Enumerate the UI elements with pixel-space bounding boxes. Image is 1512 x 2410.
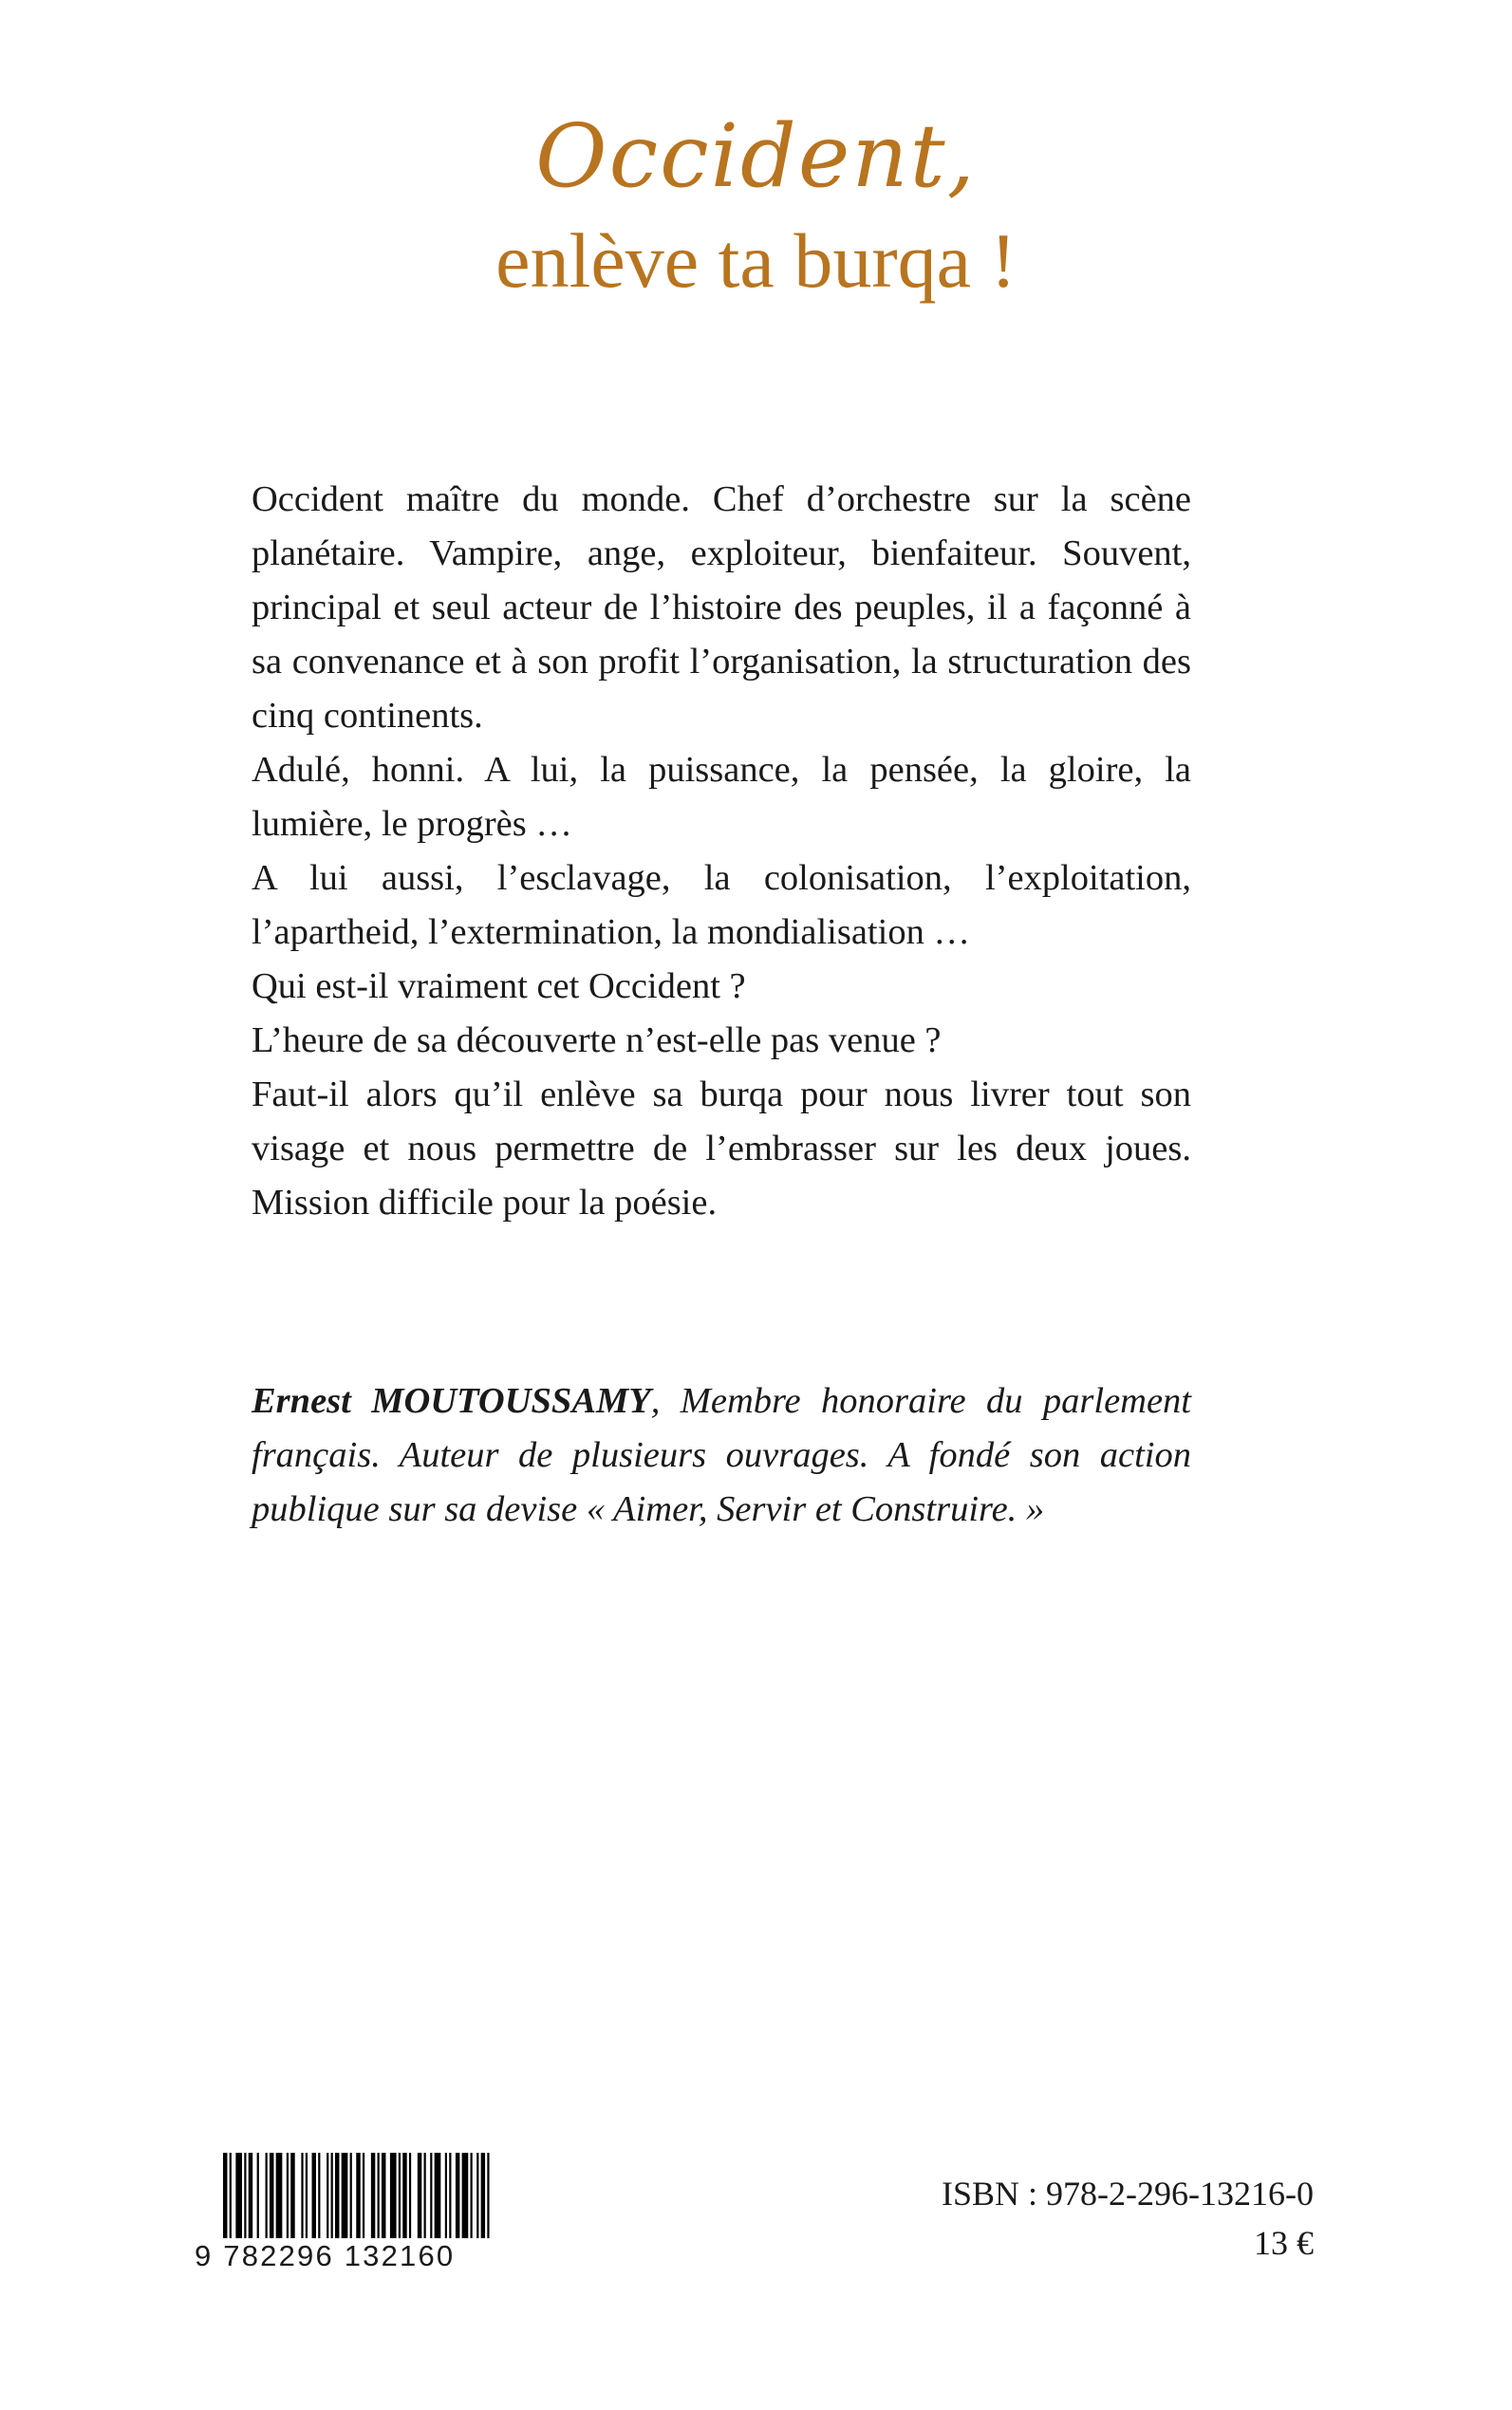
barcode-bar (418, 2153, 421, 2238)
description-paragraph: A lui aussi, l’esclavage, la colonisation, l’exploitation, l’apartheid, l’extermination, la mondialisation … (252, 858, 1191, 952)
isbn-price-block (942, 2169, 1314, 2268)
barcode-bar (331, 2153, 333, 2238)
barcode-bar (487, 2153, 489, 2238)
barcode-bar (445, 2153, 447, 2238)
barcode-bar (244, 2153, 246, 2238)
barcode (195, 2153, 508, 2274)
barcode-bar (476, 2153, 478, 2238)
barcode-bar (449, 2153, 451, 2238)
barcode-bar (318, 2153, 320, 2238)
barcode-bar (306, 2153, 308, 2238)
barcode-bar (312, 2153, 316, 2238)
barcode-bar (301, 2153, 303, 2238)
barcode-bar (456, 2153, 459, 2238)
description-paragraph: Qui est-il vraiment cet Occident ? (252, 966, 746, 1006)
barcode-bar (390, 2153, 397, 2238)
barcode-bar (270, 2153, 273, 2238)
barcode-bar (356, 2153, 360, 2238)
barcode-bar (266, 2153, 268, 2238)
description-paragraph: L’heure de sa découverte n’est-elle pas venue ? (252, 1020, 942, 1060)
barcode-bar (430, 2153, 432, 2238)
barcode-bar (424, 2153, 426, 2238)
barcode-bar (249, 2153, 252, 2238)
barcode-bar (223, 2153, 227, 2238)
barcode-bar (378, 2153, 380, 2238)
barcode-bar (382, 2153, 385, 2238)
description-paragraph: Faut-il alors qu’il enlève sa burqa pour nous livrer tout son visage et nous permettre de l’embrasser sur les deux joues. Mission difficile pour la poésie. (252, 1074, 1191, 1223)
description-text (252, 473, 1191, 1230)
description-paragraph: Occident maître du monde. Chef d’orchestre sur la scène planétaire. Vampire, ange, exploiteur, bienfaiteur. Souvent, principal et seul acteur de l’histoire des peuples, il a façonné à sa convenance et à son profit l’organisation, la structuration des cinq continents. (252, 479, 1191, 736)
title-line-1: Occident, (535, 105, 977, 207)
barcode-bar (327, 2153, 328, 2238)
barcode-bar (363, 2153, 364, 2238)
author-bio (252, 1374, 1191, 1537)
isbn-number: ISBN : 978-2-296-13216-0 (942, 2175, 1314, 2213)
barcode-bar (257, 2153, 259, 2238)
barcode-bar (471, 2153, 473, 2238)
barcode-bar (435, 2153, 441, 2238)
barcode-bar (481, 2153, 485, 2238)
barcode-bar (342, 2153, 348, 2238)
barcode-bar (409, 2153, 411, 2238)
barcode-bar (371, 2153, 375, 2238)
price: 13 € (1254, 2224, 1314, 2262)
barcode-bar (462, 2153, 469, 2238)
barcode-bar (350, 2153, 352, 2238)
title-line-2: enlève ta burqa ! (495, 217, 1017, 304)
barcode-bar (287, 2153, 289, 2238)
barcode-bar (235, 2153, 242, 2238)
barcode-digits: 9 782296 132160 (195, 2239, 456, 2272)
barcode-bar (290, 2153, 294, 2238)
book-title (0, 104, 1512, 313)
barcode-bar (399, 2153, 401, 2238)
author-name: Ernest MOUTOUSSAMY (252, 1381, 651, 1421)
author-description: , Membre honoraire du parlement français. Auteur de plusieurs ouvrages. A fondé son action publique sur sa devise « Aimer, Servir et Construire. » (252, 1381, 1191, 1529)
barcode-image (223, 2153, 494, 2238)
barcode-bar (230, 2153, 232, 2238)
barcode-bar (402, 2153, 406, 2238)
barcode-bar (335, 2153, 339, 2238)
barcode-bar (276, 2153, 283, 2238)
description-paragraph: Adulé, honni. A lui, la puissance, la pensée, la gloire, la lumière, le progrès … (252, 750, 1191, 844)
